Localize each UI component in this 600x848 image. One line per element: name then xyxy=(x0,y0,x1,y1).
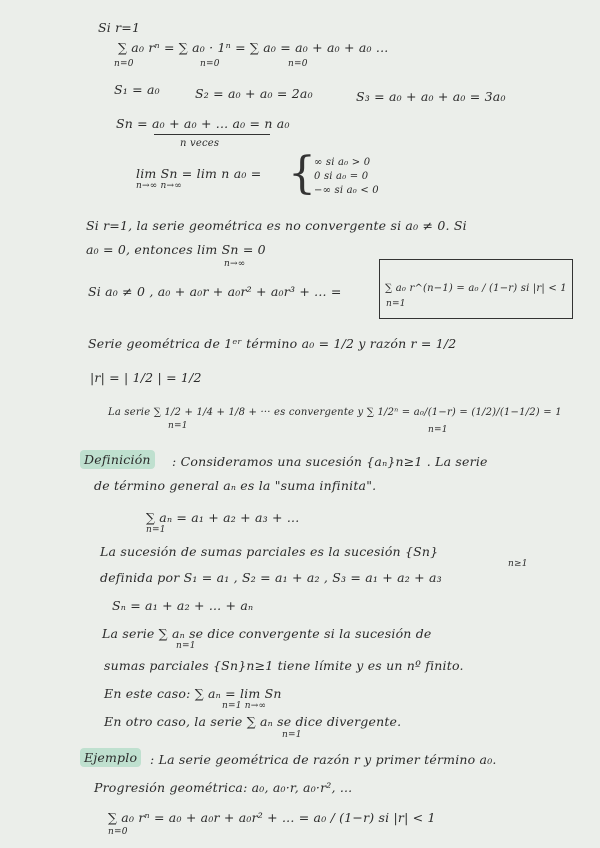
note-case: ∞ si a₀ > 0 xyxy=(314,157,371,168)
note-subscript: n≥1 xyxy=(508,559,528,569)
note-line: En otro caso, la serie ∑ aₙ se dice divergente. xyxy=(104,714,402,729)
note-case: 0 si a₀ = 0 xyxy=(314,171,369,182)
note-line: S₂ = a₀ + a₀ = 2a₀ xyxy=(195,86,313,101)
note-subscript: n=1 xyxy=(176,641,196,651)
note-subscript: n=1 xyxy=(146,525,166,535)
note-subscript: n=1 xyxy=(168,421,188,431)
note-subscript: n=0 xyxy=(200,59,220,69)
definition-heading xyxy=(80,454,155,467)
note-line: ∑ aₙ = a₁ + a₂ + a₃ + ... xyxy=(146,510,300,525)
note-subscript: n→∞ n→∞ xyxy=(136,181,182,191)
note-case: −∞ si a₀ < 0 xyxy=(314,185,379,196)
note-line: : La serie geométrica de razón r y primer término a₀. xyxy=(150,752,497,767)
definition-label: Definición xyxy=(80,450,155,469)
note-line: Sn = a₀ + a₀ + ... a₀ = n a₀ xyxy=(116,116,290,131)
note-subscript: n=1 n→∞ xyxy=(222,701,267,711)
note-line: definida por S₁ = a₁ , S₂ = a₁ + a₂ , S₃ = a₁ + a₂ + a₃ xyxy=(100,570,442,585)
underbrace-line xyxy=(154,134,270,135)
note-line: Si a₀ ≠ 0 , a₀ + a₀r + a₀r² + a₀r³ + ... = xyxy=(88,284,342,299)
note-line: de término general aₙ es la "suma infinita". xyxy=(94,478,377,493)
note-subscript: n=1 xyxy=(428,425,448,435)
note-subscript: n=1 xyxy=(282,730,302,740)
note-caption: n veces xyxy=(180,138,220,149)
note-line: sumas parciales {Sn}n≥1 tiene límite y es un nº finito. xyxy=(104,658,464,673)
note-line: Si r=1, la serie geométrica es no convergente si a₀ ≠ 0. Si xyxy=(86,218,467,233)
note-subscript: n=0 xyxy=(288,59,308,69)
note-subscript: n=0 xyxy=(114,59,134,69)
note-subscript: n→∞ xyxy=(224,259,246,269)
note-line: ∑ a₀ rⁿ = a₀ + a₀r + a₀r² + ... = a₀ / (1−r) si |r| < 1 xyxy=(108,810,436,825)
note-line: ∑ a₀ rⁿ = ∑ a₀ · 1ⁿ = ∑ a₀ = a₀ + a₀ + a₀ ... xyxy=(118,40,389,55)
note-line: La serie ∑ aₙ se dice convergente si la sucesión de xyxy=(102,626,432,641)
note-subscript: n=0 xyxy=(108,827,128,837)
note-line: La sucesión de sumas parciales es la sucesión {Sn} xyxy=(100,544,439,559)
note-line: |r| = | 1/2 | = 1/2 xyxy=(90,370,202,385)
example-label: Ejemplo xyxy=(80,748,141,767)
brace-icon: { xyxy=(288,148,316,199)
note-line: Serie geométrica de 1ᵉʳ término a₀ = 1/2 y razón r = 1/2 xyxy=(88,336,457,351)
example-heading xyxy=(80,752,141,765)
note-line: En este caso: ∑ aₙ = lim Sn xyxy=(104,686,282,701)
note-line: Progresión geométrica: a₀, a₀·r, a₀·r², ... xyxy=(94,780,353,795)
note-line: Sₙ = a₁ + a₂ + ... + aₙ xyxy=(112,598,254,613)
note-line: a₀ = 0, entonces lim Sn = 0 xyxy=(86,242,266,257)
note-line: S₁ = a₀ xyxy=(114,82,160,97)
note-subscript: n=1 xyxy=(386,299,406,309)
note-line: La serie ∑ 1/2 + 1/4 + 1/8 + ··· es convergente y ∑ 1/2ⁿ = a₀/(1−r) = (1/2)/(1−1/2) = 1 xyxy=(108,407,562,418)
note-line: lim Sn = lim n a₀ = xyxy=(136,166,262,181)
note-line: Si r=1 xyxy=(98,20,141,35)
note-line: ∑ a₀ r^(n−1) = a₀ / (1−r) si |r| < 1 xyxy=(385,283,567,294)
note-line: : Consideramos una sucesión {aₙ}n≥1 . La serie xyxy=(172,454,488,469)
note-line: S₃ = a₀ + a₀ + a₀ = 3a₀ xyxy=(356,89,506,104)
